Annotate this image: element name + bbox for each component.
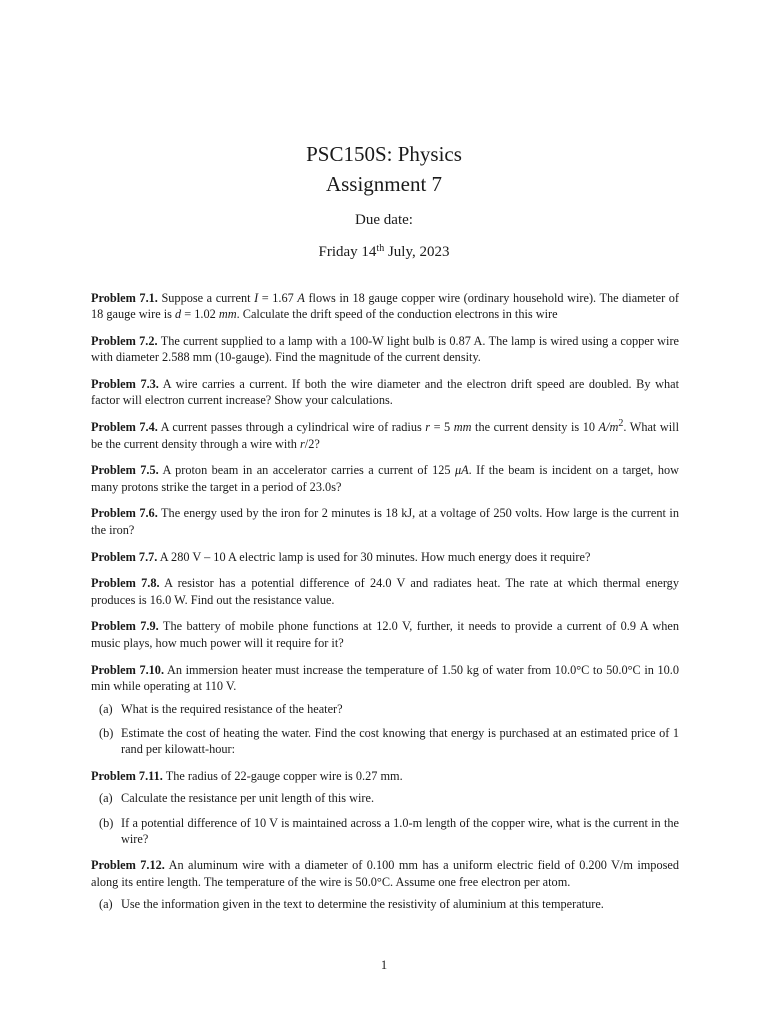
part-label: (b) — [99, 815, 114, 830]
page-number: 1 — [380, 958, 388, 972]
math-unit: mm — [218, 307, 237, 322]
math-symbol: I — [254, 291, 259, 305]
part-item — [91, 725, 679, 758]
problem-7-11-parts — [91, 790, 679, 847]
problem-text: the current density is 10 — [471, 420, 599, 435]
due-day-suffix: th — [376, 243, 385, 254]
part-label: (a) — [99, 701, 113, 716]
part-item — [91, 815, 679, 848]
problem-label: Problem 7.5. — [91, 463, 159, 478]
problem-text: . Calculate the drift speed of the conduction electrons in this wire — [236, 307, 558, 322]
problem-label: Problem 7.12. — [91, 858, 165, 873]
problem-label: Problem 7.7. — [91, 549, 158, 564]
problem-label: Problem 7.8. — [91, 576, 160, 591]
problems-list — [91, 290, 679, 923]
part-item — [91, 896, 679, 912]
problem-7-1 — [91, 290, 679, 323]
problem-7-9 — [91, 618, 679, 651]
problem-text: An immersion heater must increase the temperature of 1.50 kg of water from 10.0°C to 50.0°C in 10.0 min while operating at 110 V. — [91, 662, 679, 693]
part-text: If a potential difference of 10 V is maintained across a 1.0-m length of the copper wire, what is the current in the wire? — [121, 815, 679, 846]
part-item — [91, 790, 679, 806]
problem-text: The energy used by the iron for 2 minutes is 18 kJ, at a voltage of 250 volts. How large is the current in the iron? — [91, 506, 679, 537]
problem-7-3 — [91, 376, 679, 409]
part-item — [91, 701, 679, 717]
problem-text: /2? — [304, 436, 320, 451]
problem-text: An aluminum wire with a diameter of 0.100 mm has a uniform electric field of 0.200 V/m imposed along its entire length. The temperature of the wire is 50.0°C. Assume one free electron per atom. — [91, 858, 679, 889]
problem-text: . What will be the current density through a wire with — [91, 420, 680, 451]
problem-label: Problem 7.2. — [91, 334, 158, 349]
problem-text: A proton beam in an accelerator carries a current of 125 — [158, 463, 455, 478]
part-text: Use the information given in the text to determine the resistivity of aluminium at this temperature. — [121, 897, 604, 912]
part-label: (a) — [99, 897, 113, 912]
math-unit: A — [297, 291, 305, 305]
problem-7-10-parts — [91, 701, 679, 758]
problem-7-4 — [91, 419, 679, 452]
problem-text: flows in 18 gauge copper wire (ordinary household wire). The diameter of 18 gauge wire is — [91, 291, 679, 322]
problem-text: = 5 — [430, 420, 454, 435]
math-unit: mm — [453, 420, 472, 435]
problem-label: Problem 7.4. — [91, 420, 158, 435]
problem-7-12 — [91, 857, 679, 890]
problem-text: The radius of 22-gauge copper wire is 0.27 mm. — [162, 768, 403, 783]
due-date — [0, 242, 768, 262]
problem-text: A current passes through a cylindrical wire of radius — [157, 420, 426, 435]
part-label: (b) — [99, 725, 114, 740]
math-symbol: r — [425, 420, 431, 435]
problem-7-10 — [91, 662, 679, 695]
due-day: Friday 14 — [318, 244, 377, 260]
assignment-title: Assignment 7 — [325, 172, 443, 196]
due-month-year: July, 2023 — [384, 244, 450, 260]
problem-7-7 — [91, 549, 679, 565]
math-symbol: r — [300, 436, 305, 451]
problem-label: Problem 7.10. — [91, 662, 165, 677]
part-text: Calculate the resistance per unit length of this wire. — [121, 791, 375, 806]
problem-label: Problem 7.3. — [91, 377, 159, 392]
problem-text: The current supplied to a lamp with a 100-W light bulb is 0.87 A. The lamp is wired using a copper wire with diameter 2.588 mm (10-gauge). Find the magnitude of the current density. — [91, 334, 680, 365]
part-text: Estimate the cost of heating the water. Find the cost knowing that energy is purchased at an estimated price of 1 rand per kilowatt-hour: — [121, 725, 679, 757]
due-date-label: Due date: — [355, 212, 413, 228]
math-exponent: 2 — [618, 418, 624, 430]
problem-7-11 — [91, 768, 679, 784]
math-unit: A/m — [598, 420, 619, 435]
math-symbol: d — [175, 307, 182, 322]
problem-7-2 — [91, 333, 679, 366]
problem-text: = 1.02 — [181, 307, 219, 322]
problem-label: Problem 7.11. — [91, 768, 163, 783]
problem-7-6 — [91, 505, 679, 538]
problem-label: Problem 7.6. — [91, 506, 158, 521]
problem-text: A 280 V – 10 A electric lamp is used for 30 minutes. How much energy does it require? — [157, 549, 591, 564]
problem-text: The battery of mobile phone functions at 12.0 V, further, it needs to provide a current of 0.9 A when music plays, how much power will it require for it? — [91, 619, 680, 650]
problem-label: Problem 7.1. — [91, 291, 158, 305]
math-unit: μA — [454, 463, 469, 478]
problem-text: Suppose a current — [157, 291, 255, 305]
problem-text: A wire carries a current. If both the wire diameter and the electron drift speed are doubled. By what factor will electron current increase? Show your calculations. — [91, 377, 679, 408]
problem-7-5 — [91, 462, 679, 495]
part-text: What is the required resistance of the heater? — [121, 701, 343, 716]
problem-text: . If the beam is incident on a target, how many protons strike the target in a period of 23.0s? — [91, 463, 679, 494]
problem-label: Problem 7.9. — [91, 619, 159, 634]
problem-7-12-parts — [91, 896, 679, 912]
problem-text: = 1.67 — [258, 291, 298, 305]
problem-7-8 — [91, 575, 679, 608]
part-label: (a) — [99, 791, 113, 806]
course-title: PSC150S: Physics — [306, 142, 462, 166]
problem-text: A resistor has a potential difference of 24.0 V and radiates heat. The rate at which thermal energy produces is 16.0 W. Find out the resistance value. — [91, 576, 679, 607]
